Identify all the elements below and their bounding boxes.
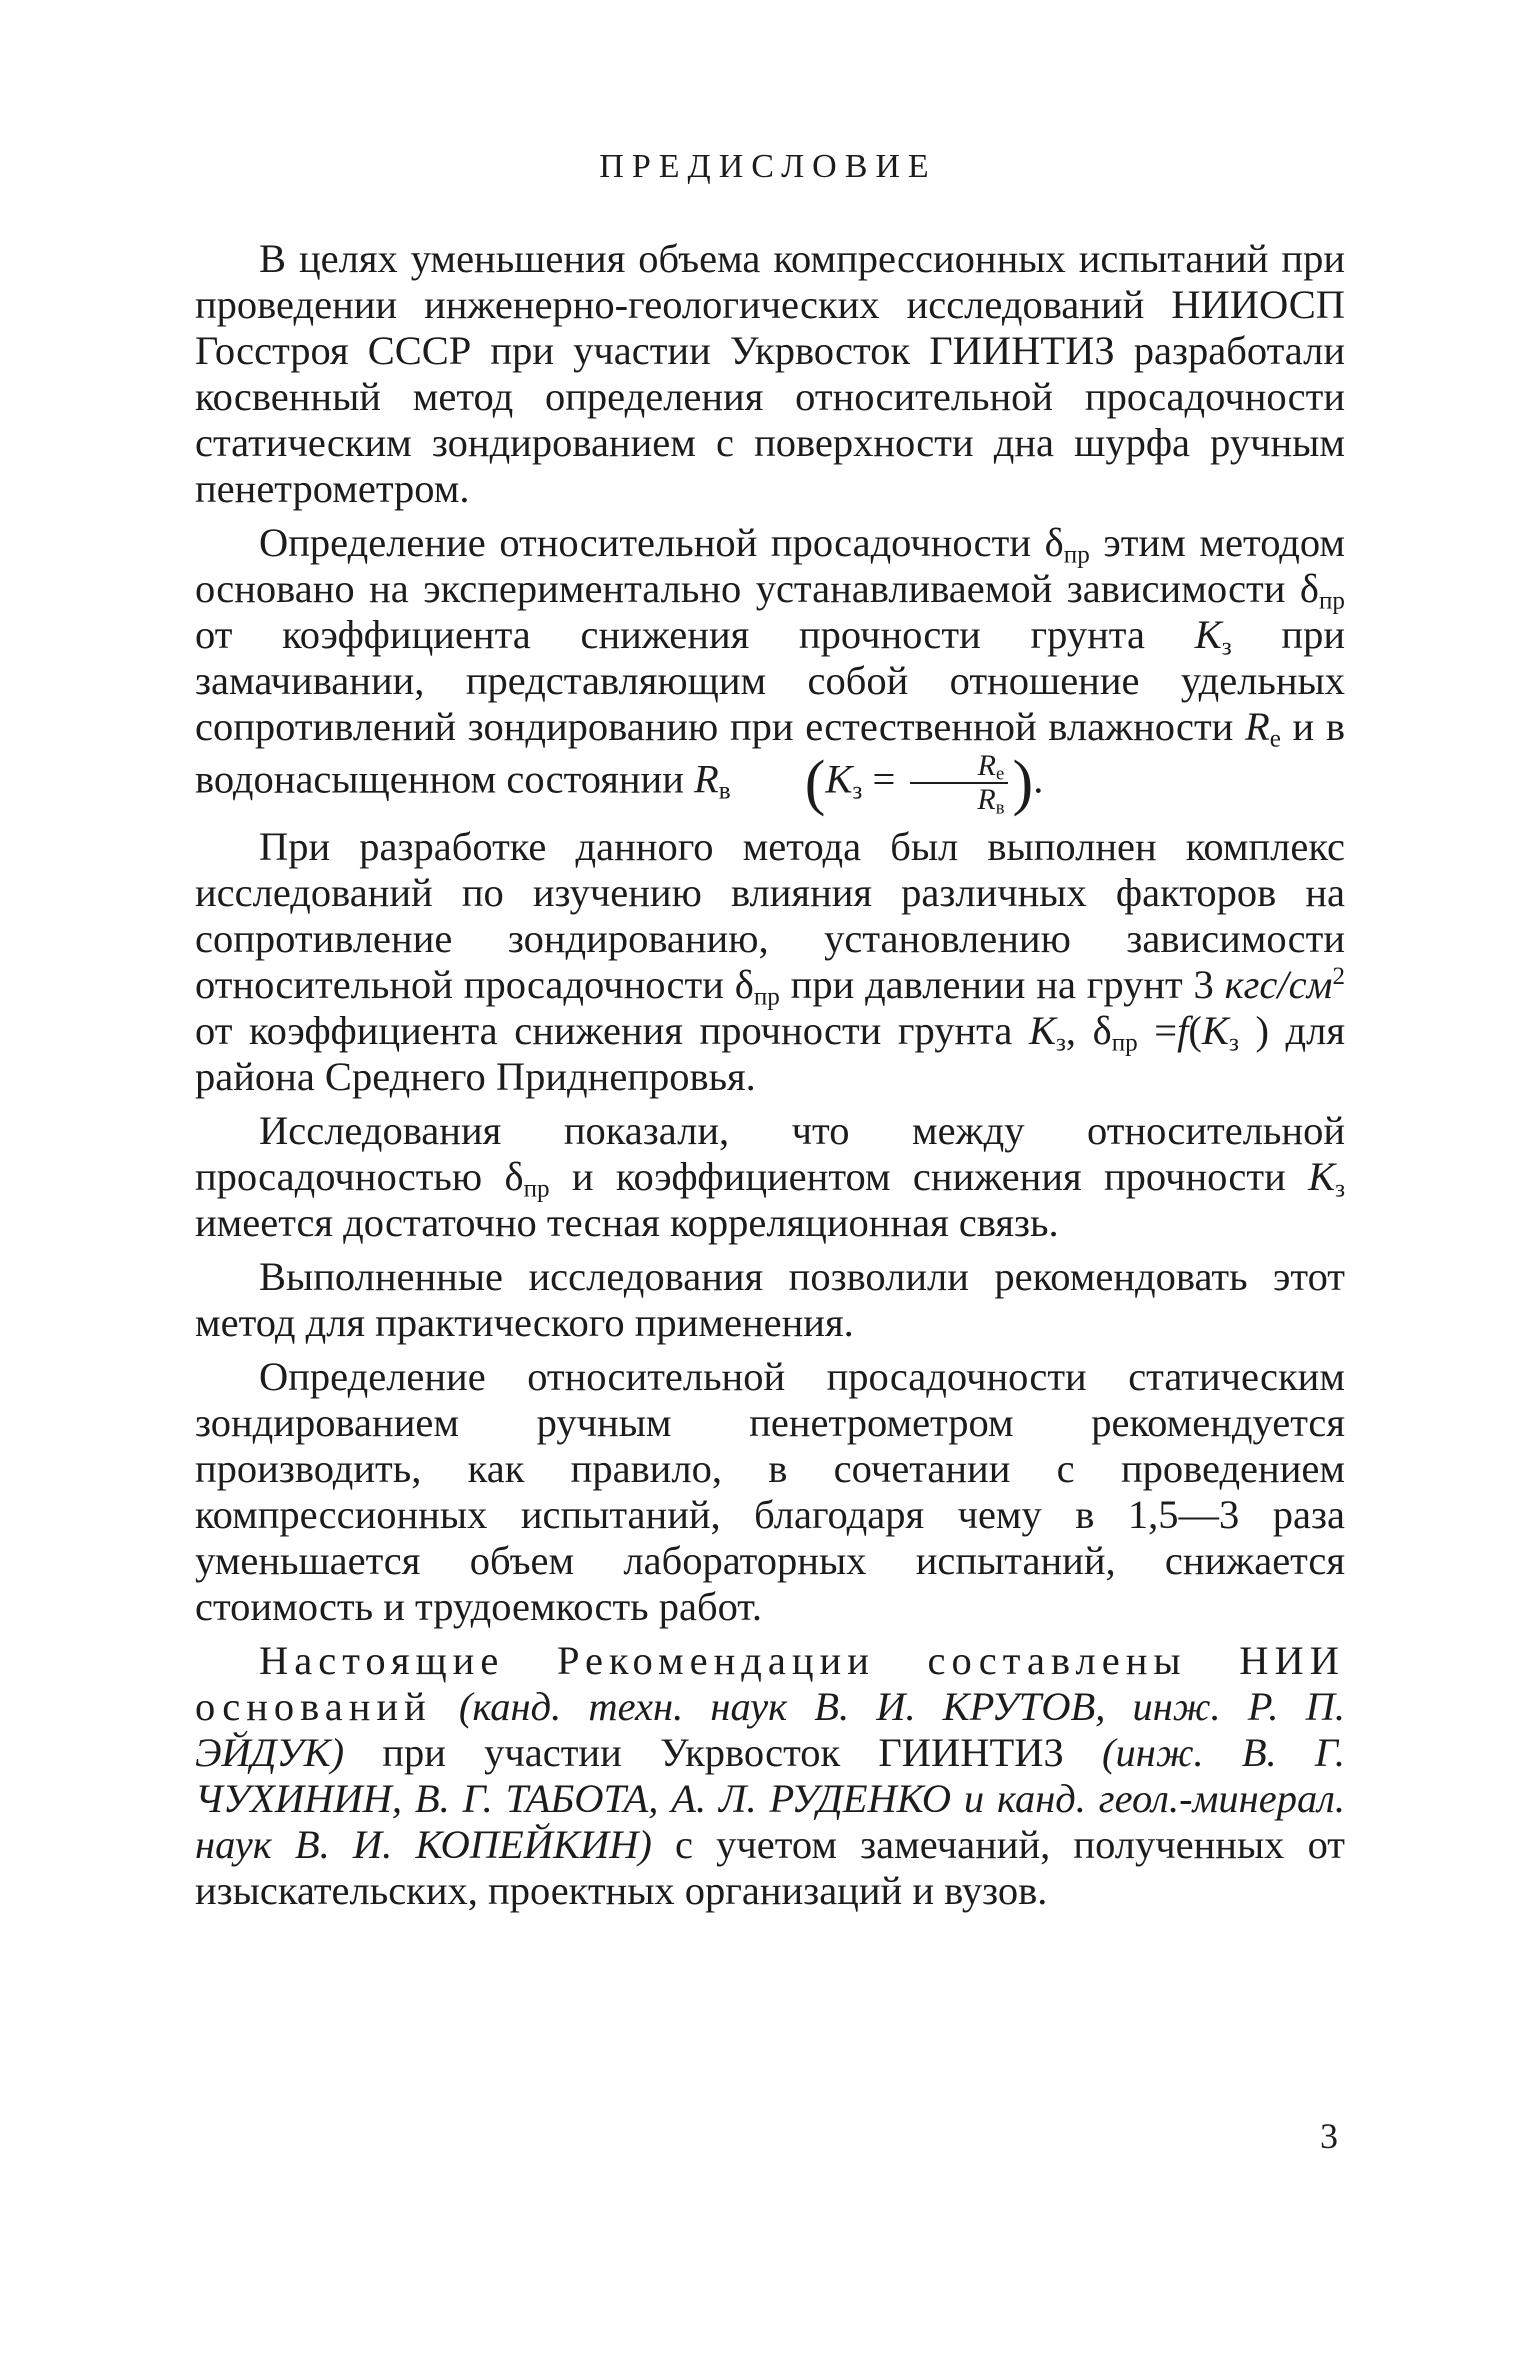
- page-title: ПРЕДИСЛОВИЕ: [599, 148, 937, 185]
- paragraph-7: Настоящие Рекомендации составлены НИИ оснований (канд. техн. наук В. И. КРУТОВ, инж. Р. П. ЭЙДУК) при участии Укрвосток ГИИНТИЗ (инж. В. Г. ЧУХИНИН, В. Г. ТАБОТА, А. Л. РУДЕНКО и канд. геол.-минерал. наук В. И. КОПЕЙКИН) с учетом замечаний, полученных от изыскательских, проектных организаций и вузов.: [195, 1638, 1346, 1913]
- paragraph-5: Выполненные исследования позволили рекомендовать этот метод для практического применения.: [195, 1254, 1345, 1345]
- paragraph-2: Определение относительной просадочности $\delta_{пр}$ этим методом основано на экспериментально устанавливаемой зависимости $\delta_{пр}$ от коэффициента снижения прочности грунта $K_з$ при замачивании, представляющим собой отношение удельных сопротивлений зондированию при естественной влажности $R_е$ и в водонасыщенном состоянии $R_в$ ($K_з$ = $\frac{R_е}{R_в}$ ).: [195, 520, 1345, 819]
- fraction: $\frac{R_е}{R_в}$: [909, 750, 1008, 816]
- paragraph-6: Определение относительной просадочности статическим зондированием ручным пенетрометром рекомендуется производить, как правило, в сочетании с проведением компрессионных испытаний, благодаря чему в 1,5—3 раза уменьшается объем лабораторных испытаний, снижается стоимость и трудоемкость работ.: [195, 1354, 1345, 1629]
- paragraph-3: При разработке данного метода был выполнен комплекс исследований по изучению влияния различных факторов на сопротивление зондированию, установлению зависимости относительной просадочности $\delta_{пр}$ при давлении на грунт 3 кгс/$см^2$ от коэффициента снижения прочности грунта $K_з$, $\delta_{пр} =f(K_з$ ) для района Среднего Приднепровья.: [195, 824, 1346, 1099]
- page-number: 3: [1320, 2116, 1338, 2156]
- ratio-formula: ($K_з$ = $\frac{R_е}{R_в}$ ): [804, 749, 1034, 819]
- body-text: [195, 236, 1345, 1914]
- paragraph-1: В целях уменьшения объема компрессионных испытаний при проведении инженерно-геологических исследований НИИОСП Госстроя СССР при участии Укрвосток ГИИНТИЗ разработали косвенный метод определения относительной просадочности статическим зондированием с поверхности дна шурфа ручным пенетрометром.: [195, 236, 1345, 511]
- paragraph-4: Исследования показали, что между относительной просадочностью $\delta_{пр}$ и коэффициентом снижения прочности $K_з$ имеется достаточно тесная корреляционная связь.: [195, 1108, 1346, 1245]
